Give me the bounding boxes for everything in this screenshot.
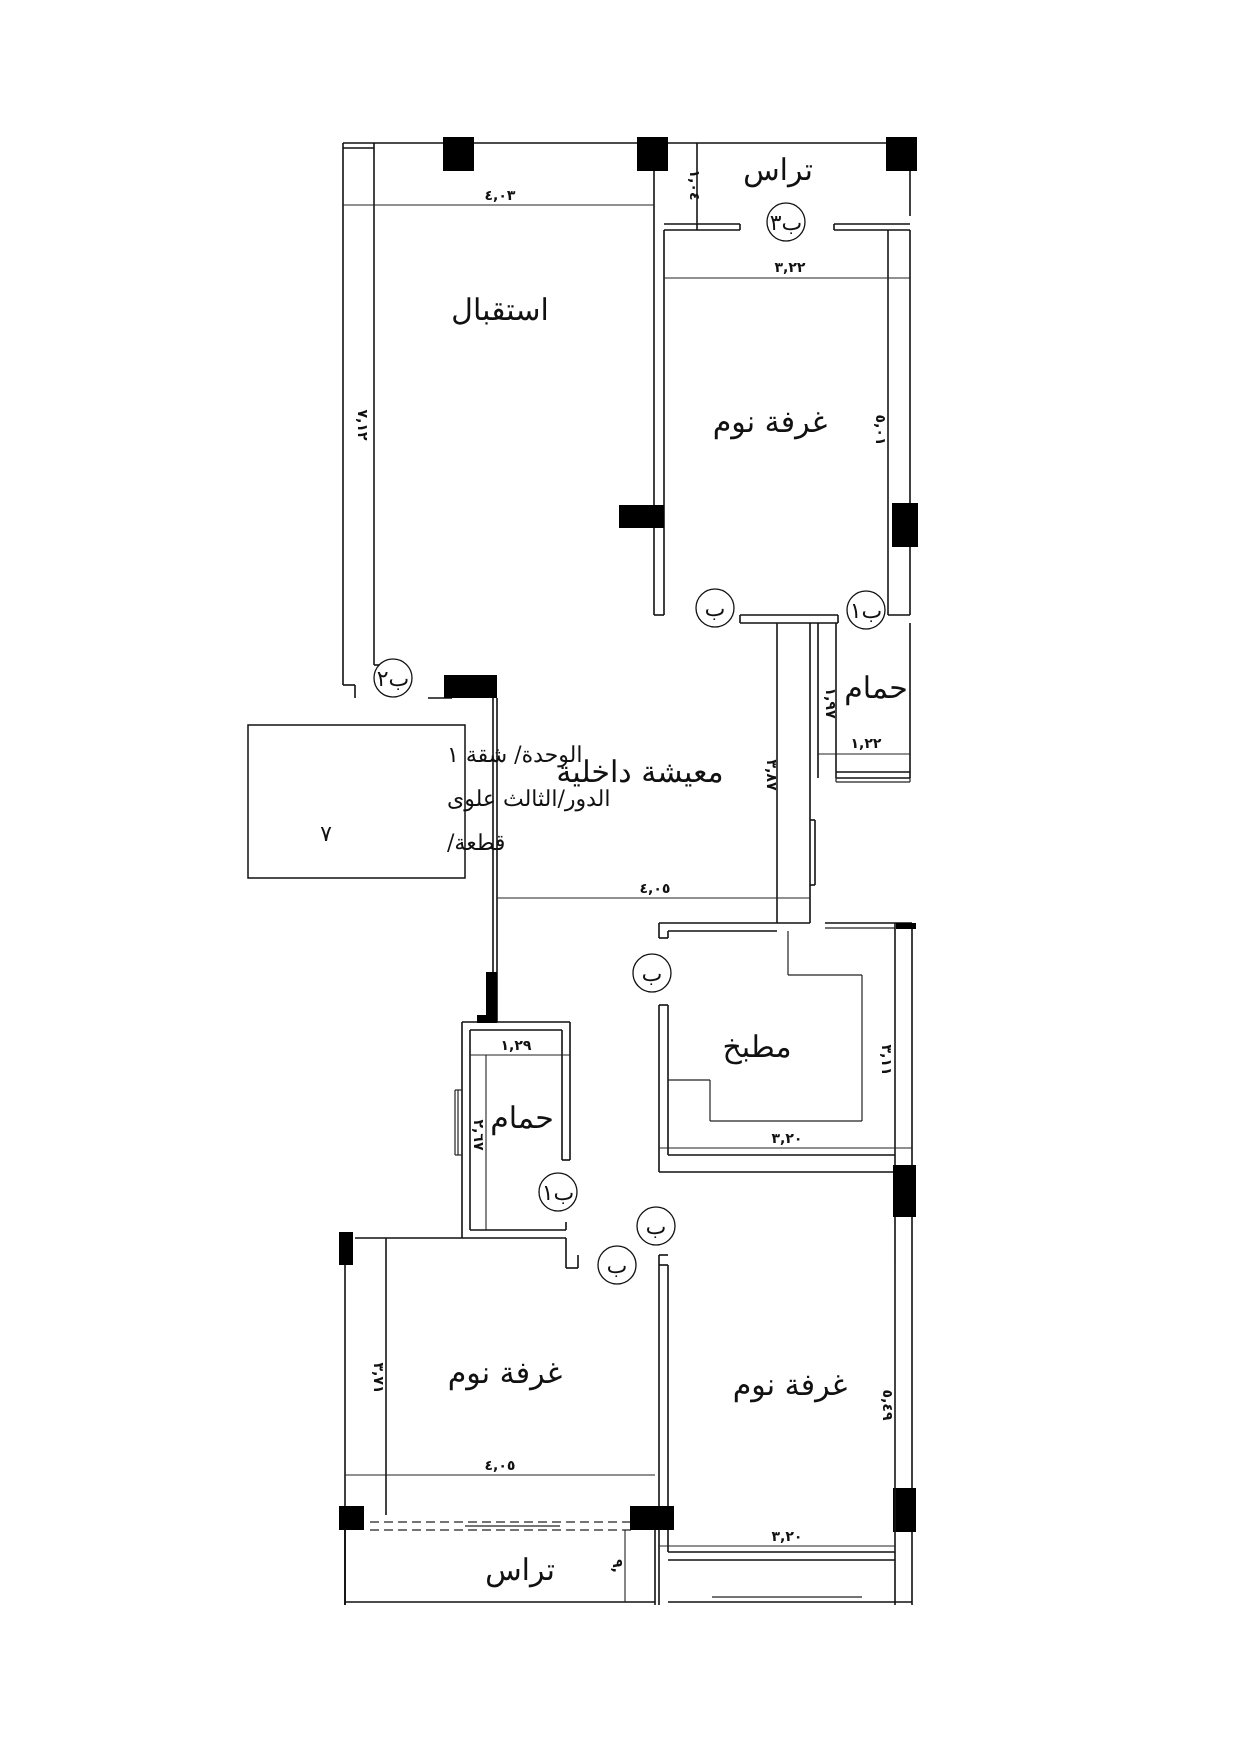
dim-bath-bottom-width: ١,٢٩ bbox=[500, 1038, 532, 1054]
dim-bedroom-bl-width: ٤,٠٥ bbox=[484, 1458, 516, 1474]
dim-bedroom-top-length: ٥,٠١ bbox=[872, 414, 888, 446]
dim-kitchen-width: ٣,٢٠ bbox=[771, 1131, 803, 1147]
dim-bath-bottom-length: ٢,٦٧ bbox=[470, 1119, 486, 1151]
info-plot-value: ٧ bbox=[320, 822, 332, 847]
room-label-bedroom-bottom-left: غرفة نوم bbox=[447, 1356, 563, 1391]
dim-living-width: ٤,٠٥ bbox=[639, 881, 671, 897]
dim-terrace-top-depth: ١,٠٤ bbox=[686, 169, 702, 201]
door-tag-b-bedroom-top bbox=[696, 589, 734, 627]
svg-text:ب٢: ب٢ bbox=[376, 667, 410, 692]
svg-text:ب: ب bbox=[606, 1254, 628, 1279]
dim-bath-top-length: ١,٩٧ bbox=[822, 687, 838, 719]
room-label-bedroom-bottom-right: غرفة نوم bbox=[732, 1368, 848, 1403]
dim-living-length: ٣,٨٧ bbox=[763, 759, 779, 791]
info-unit: الوحدة/ شقة ١ bbox=[447, 743, 583, 768]
dim-terrace-bottom-depth: ٩, bbox=[609, 1559, 625, 1573]
dim-bedroom-bl-length: ٣,٧١ bbox=[370, 1362, 386, 1394]
room-label-bath-top: حمام bbox=[844, 671, 908, 706]
dim-bath-top-width: ١,٢٢ bbox=[850, 736, 882, 752]
dim-reception-length: ٧,١٢ bbox=[354, 409, 370, 441]
room-label-living: معيشة داخلية bbox=[556, 755, 724, 790]
svg-text:ب: ب bbox=[704, 597, 726, 622]
svg-text:ب: ب bbox=[641, 962, 663, 987]
room-label-bedroom-top: غرفة نوم bbox=[712, 405, 828, 440]
svg-text:ب٣: ب٣ bbox=[769, 211, 803, 236]
room-label-kitchen: مطبخ bbox=[722, 1030, 792, 1065]
room-label-terrace-bottom: تراس bbox=[485, 1553, 555, 1588]
info-plot-label: قطعة/ bbox=[447, 831, 506, 856]
info-floor: الدور/الثالث علوى bbox=[447, 787, 611, 812]
dim-bedroom-br-width: ٣,٢٠ bbox=[771, 1529, 803, 1545]
door-tag-b1-bath-bottom bbox=[539, 1173, 577, 1211]
door-tag-b1-bath-top bbox=[847, 591, 885, 629]
svg-text:ب١: ب١ bbox=[541, 1181, 575, 1206]
door-tag-b-bedroom-br bbox=[637, 1207, 675, 1245]
svg-text:ب١: ب١ bbox=[849, 599, 883, 624]
dim-reception-width: ٤,٠٣ bbox=[484, 188, 516, 204]
room-labels bbox=[448, 153, 908, 1588]
room-label-reception: استقبال bbox=[451, 293, 549, 328]
door-tag-b-kitchen bbox=[633, 954, 671, 992]
dim-bedroom-br-length: ٥,٤٩ bbox=[879, 1389, 895, 1421]
door-tag-b-bedroom-bl bbox=[598, 1246, 636, 1284]
door-tag-b2-reception bbox=[374, 659, 412, 697]
svg-text:ب: ب bbox=[645, 1215, 667, 1240]
room-label-terrace-top: تراس bbox=[743, 153, 813, 188]
room-label-bath-bottom: حمام bbox=[490, 1101, 554, 1136]
dim-kitchen-length: ٣,١١ bbox=[878, 1044, 894, 1076]
dim-bedroom-top-width: ٣,٢٢ bbox=[774, 260, 806, 276]
door-tag-b3 bbox=[767, 203, 805, 241]
unit-info-box bbox=[248, 725, 610, 878]
